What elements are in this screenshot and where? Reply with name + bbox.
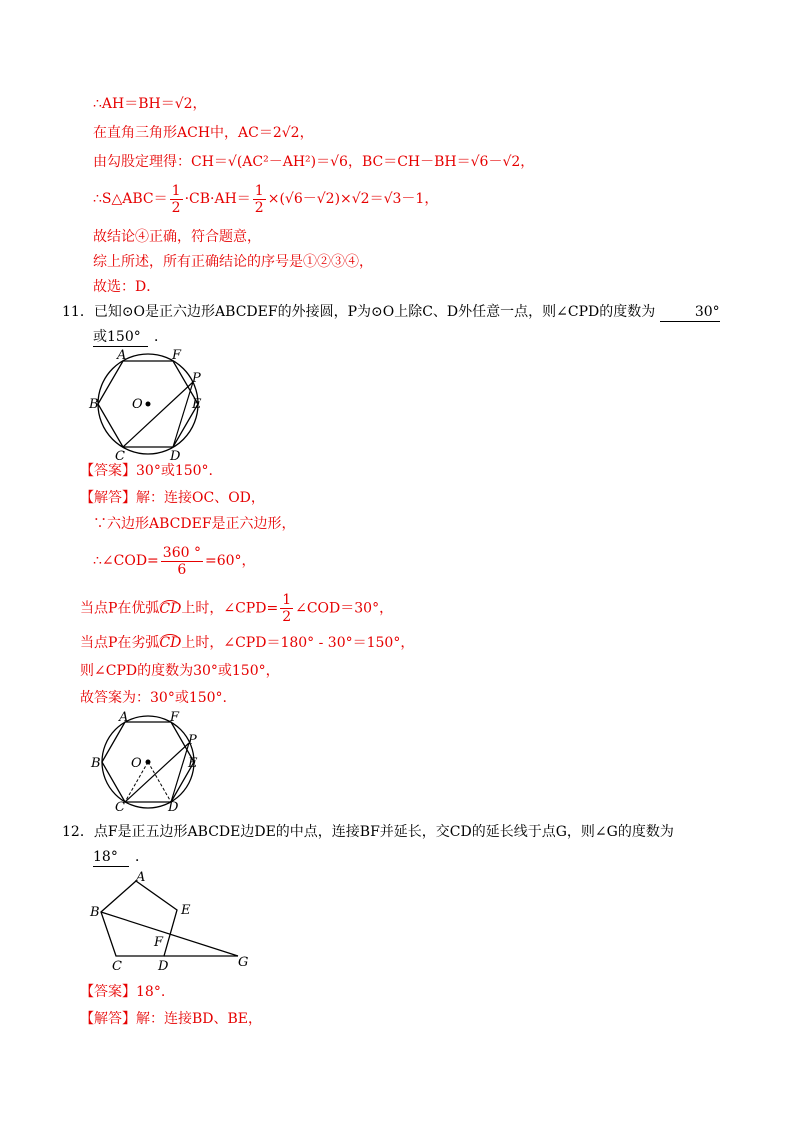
q11-solution-final: 故答案为：30°或150°. <box>80 690 227 706</box>
q11-solution-hexagon: ∵六边形ABCDEF是正六边形， <box>93 516 296 532</box>
fraction-denominator: 2 <box>254 199 264 216</box>
q11-solution-major-arc <box>80 592 393 624</box>
label-d: D <box>170 449 181 463</box>
label-o: O <box>132 397 143 412</box>
major-arc-suffix: ∠COD＝30°， <box>295 600 394 617</box>
label-b: B <box>90 905 100 920</box>
label-d: D <box>158 959 169 973</box>
solution-line-area <box>93 182 438 216</box>
minor-arc-suffix: 上时，∠CPD＝180° - 30°＝150°， <box>181 635 415 651</box>
question-text: 点F是正五边形ABCDE边DE的中点，连接BF并延长，交CD的延长线于点G，则∠G的度数为 <box>93 824 674 840</box>
hexagon-circle-figure <box>88 348 213 463</box>
label-b: B <box>91 756 101 771</box>
bf-extension <box>101 912 238 956</box>
fraction-denominator: 6 <box>177 561 187 578</box>
question-12-stem <box>62 823 674 841</box>
solution-line-ah-bh: ∴AH＝BH＝√2， <box>93 96 207 112</box>
fraction-denominator: 2 <box>171 199 181 216</box>
fraction-half <box>170 183 183 216</box>
center-point <box>146 760 151 765</box>
q12-solution-connect: 【解答】解：连接BD、BE， <box>80 1011 263 1027</box>
major-arc-mid: 上时，∠CPD= <box>181 600 279 617</box>
period: ． <box>135 849 149 865</box>
q11-solution-result: 则∠CPD的度数为30°或150°， <box>80 663 280 679</box>
answer-blank: 30° <box>660 303 720 322</box>
label-e: E <box>181 903 191 918</box>
fraction-numerator: 360 ° <box>162 544 201 561</box>
fraction-numerator: 1 <box>171 182 181 199</box>
pentagon-figure <box>86 868 261 973</box>
question-number: 12． <box>62 824 94 840</box>
label-f: F <box>172 348 182 363</box>
question-text: 已知⊙O是正六边形ABCDEF的外接圆，P为⊙O上除C、D外任意一点，则∠CPD的度数为 <box>93 304 656 320</box>
hexagon-circle-figure-dashed <box>88 710 213 813</box>
arc-cd: CD <box>159 600 182 617</box>
solution-line-pythagoras: 由勾股定理得：CH＝√(AC²－AH²)＝√6，BC＝CH－BH＝√6－√2， <box>93 154 535 170</box>
cod-prefix: ∴∠COD= <box>93 553 159 569</box>
solution-line-choice: 故选：D． <box>93 279 161 295</box>
minor-arc-prefix: 当点P在劣弧 <box>80 635 160 651</box>
fraction-360-6 <box>161 545 203 578</box>
label-c: C <box>115 449 125 463</box>
solution-line-conclusion4: 故结论④正确，符合题意， <box>93 229 261 245</box>
cod-suffix: =60°， <box>204 553 256 569</box>
label-a: A <box>119 710 129 725</box>
label-p: P <box>188 733 197 748</box>
label-a: A <box>117 348 127 363</box>
label-b: B <box>89 397 99 412</box>
arc-cd-2: CD <box>159 635 182 651</box>
label-c: C <box>112 959 122 973</box>
q11-solution-cod <box>93 542 256 580</box>
question-12-stem-line2 <box>93 848 149 867</box>
center-point <box>146 402 151 407</box>
segment-od-dashed <box>148 762 171 802</box>
label-f: F <box>170 710 180 725</box>
label-a: A <box>136 870 146 885</box>
label-p: P <box>192 371 201 386</box>
period: ． <box>154 329 168 345</box>
question-11-stem-line2 <box>93 328 168 347</box>
area-prefix: ∴S△ABC＝ <box>93 191 168 207</box>
q11-solution-connect: 【解答】解：连接OC、OD， <box>80 490 265 506</box>
answer-blank-2: 或150° <box>93 328 148 347</box>
label-f: F <box>154 935 164 950</box>
answer-blank: 18° <box>93 848 129 867</box>
fraction-numerator: 1 <box>282 592 292 608</box>
label-e: E <box>188 756 198 771</box>
fraction-half-2 <box>253 183 266 216</box>
area-suffix: ×(√6－√2)×√2＝√3－1， <box>267 191 439 207</box>
label-o: O <box>131 756 142 771</box>
fraction-numerator: 1 <box>254 182 264 199</box>
solution-line-summary: 综上所述，所有正确结论的序号是①②③④， <box>93 254 373 270</box>
label-g: G <box>238 955 249 970</box>
fraction-denominator: 2 <box>282 609 292 625</box>
question-number: 11． <box>62 304 94 320</box>
label-c: C <box>115 800 125 813</box>
solution-line-ac: 在直角三角形ACH中，AC＝2√2， <box>93 125 314 141</box>
label-e: E <box>192 397 202 412</box>
q12-answer: 【答案】18°. <box>80 984 166 1000</box>
area-mid: ·CB·AH＝ <box>184 191 251 207</box>
fraction-half-3 <box>280 592 293 625</box>
pentagon <box>101 881 177 956</box>
q11-solution-minor-arc <box>80 634 414 652</box>
question-11-stem <box>62 303 720 322</box>
major-arc-prefix: 当点P在优弧 <box>80 600 160 617</box>
q11-answer: 【答案】30°或150°. <box>80 463 213 479</box>
label-d: D <box>168 800 179 813</box>
